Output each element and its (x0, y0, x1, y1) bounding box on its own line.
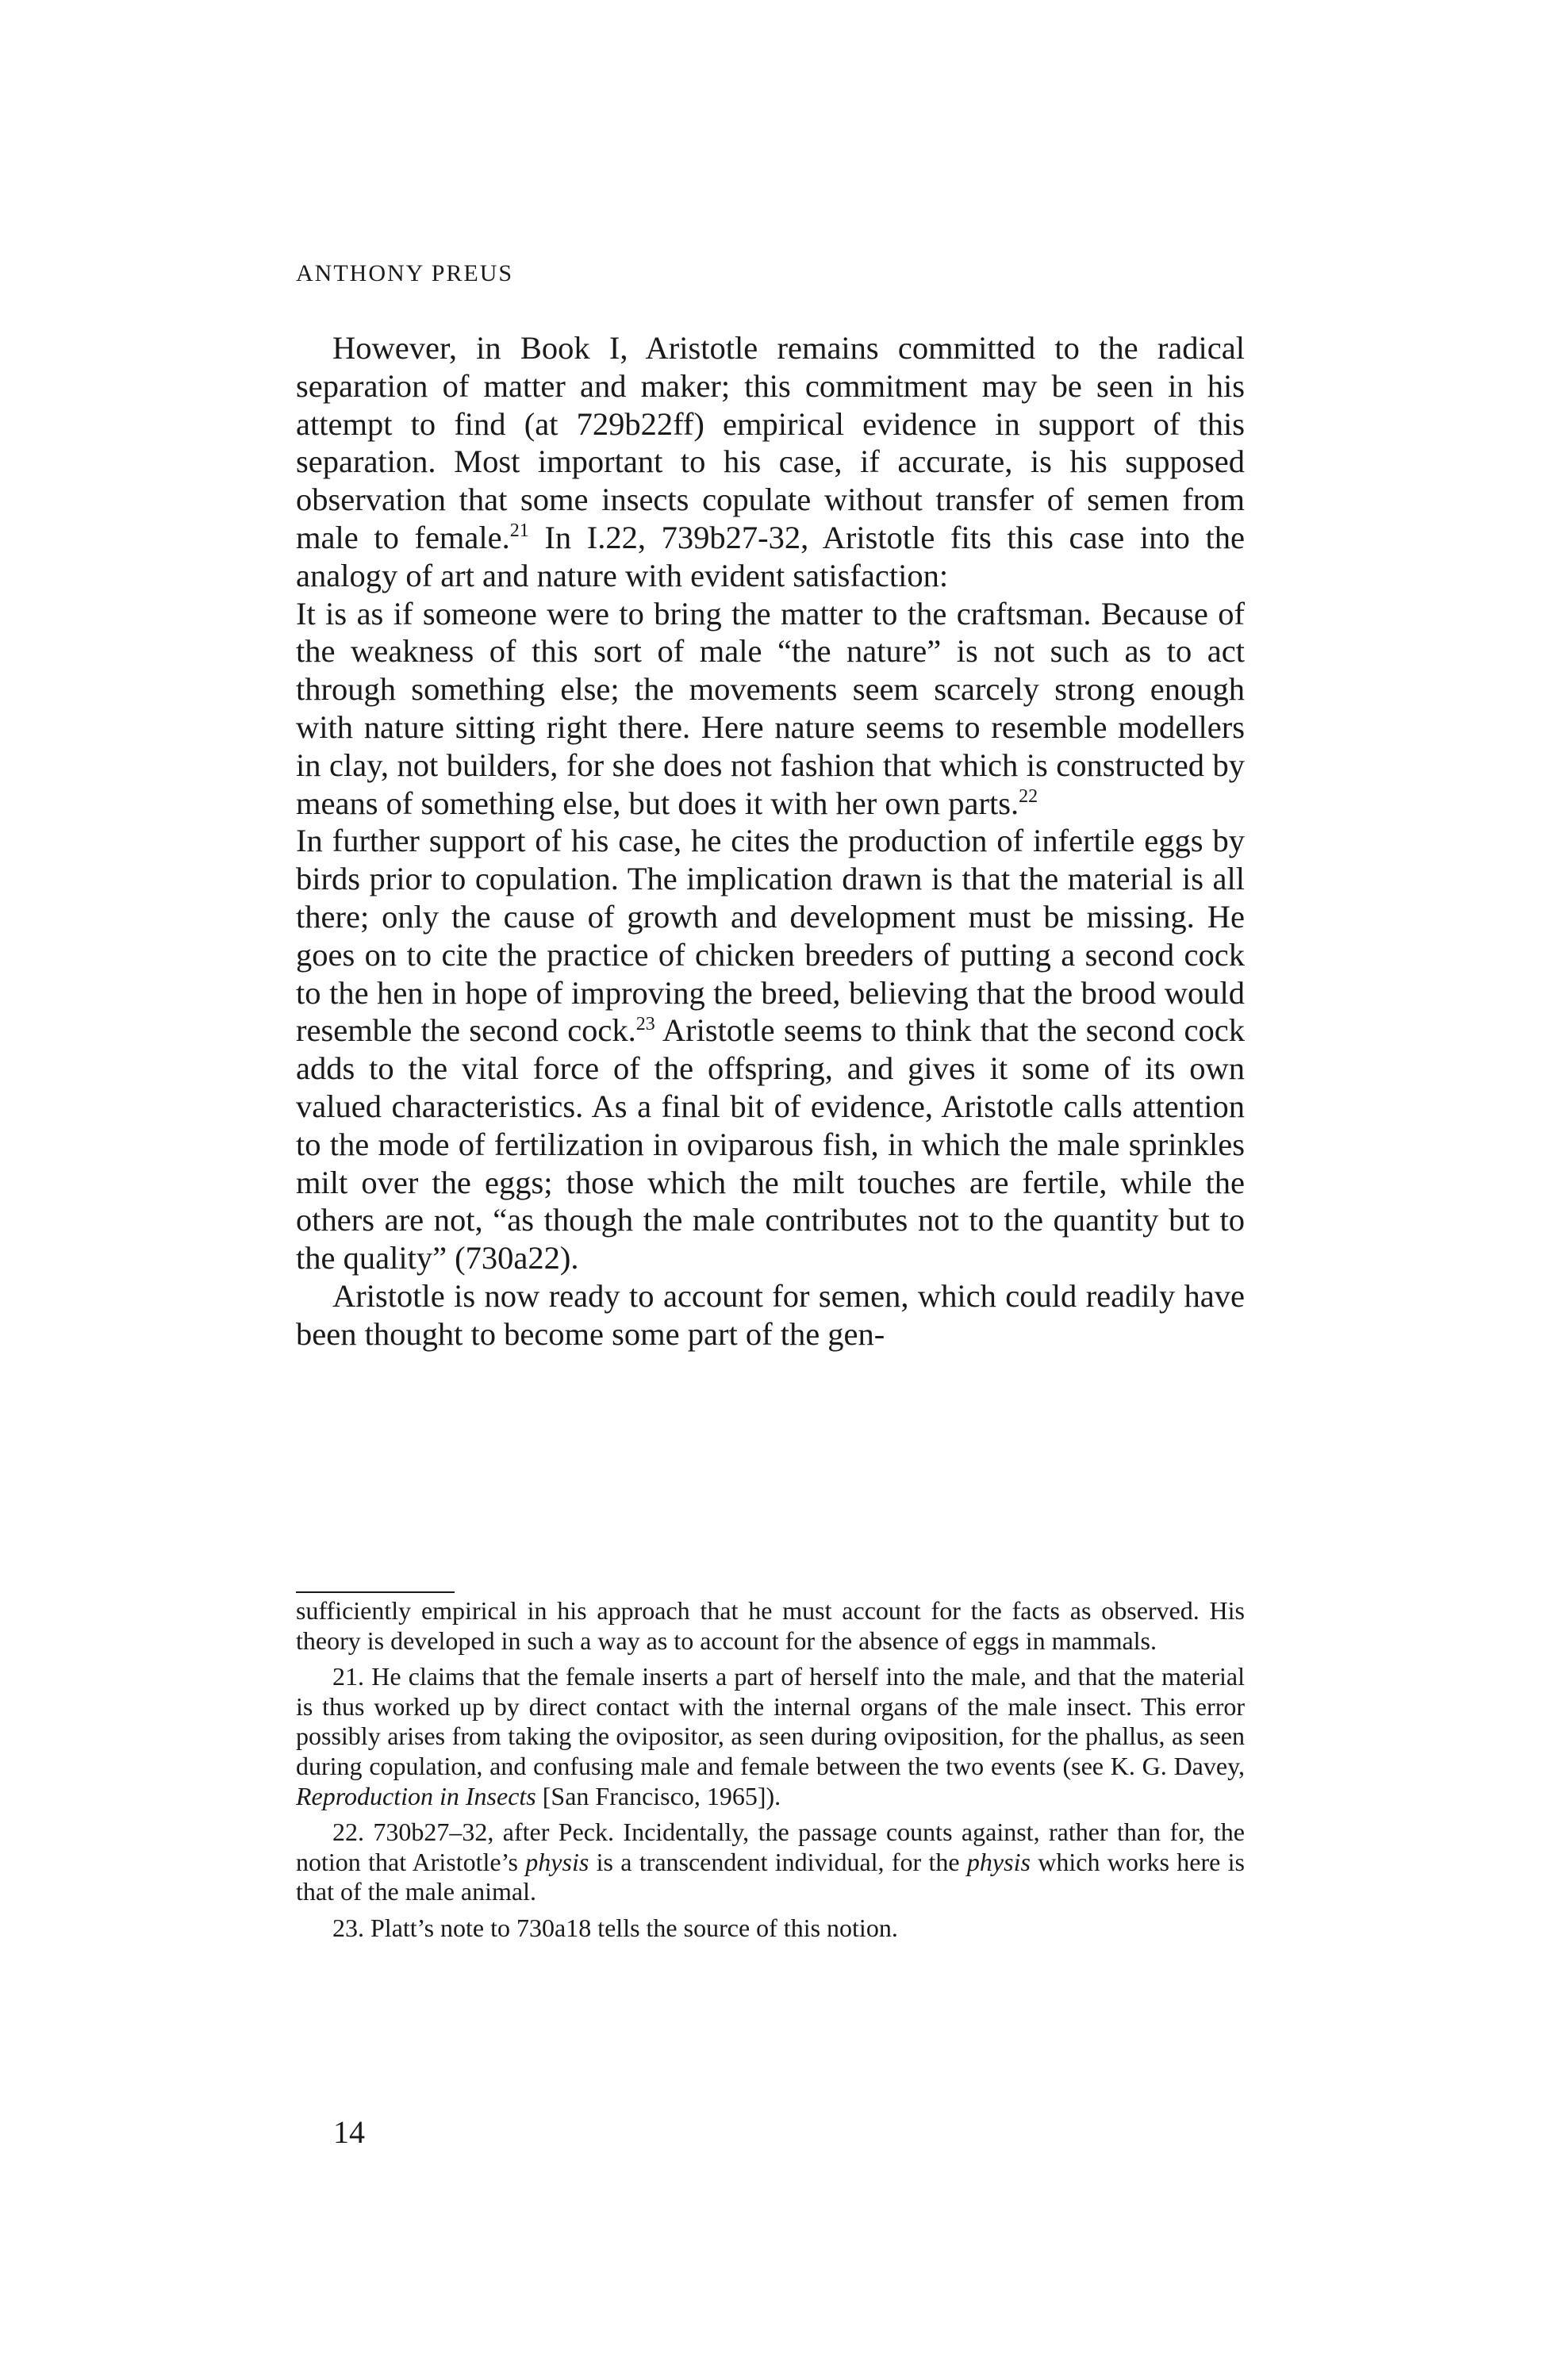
footnote-23: 23. Platt’s note to 730a18 tells the source of this notion. (332, 1913, 898, 1942)
paragraph-2-text-b: Aristotle seems to think that the second cock adds to the vital force of the offspring, and gives it some of its own valued characteristics. As a final bit of evidence, Aristotle calls attention to the mode of fertilization in oviparous fish, in which the male sprinkles milt over the eggs; those which the milt touches are fertile, while the others are not, “as though the male contributes not to the quantity but to the quality” (730a22). (296, 1012, 1245, 1276)
footnote-22-text-b: is a transcendent individual, for the (589, 1847, 967, 1876)
paragraph-2 (296, 822, 1245, 1277)
block-quote-text: It is as if someone were to bring the matter to the craftsman. Because of the weakness of this sort of male “the nature” is not such as to act through something else; the movements seem scarcely strong enough with nature sitting right there. Here nature seems to resemble modellers in clay, not builders, for she does not fashion that which is constructed by means of something else, but does it with her own parts. (296, 595, 1245, 821)
footnote-21-text-a: 21. He claims that the female inserts a part of herself into the male, and that the material is thus worked up by direct contact with the internal organs of the male insect. This error possibly arises from taking the ovipositor, as seen during oviposition, for the phallus, as seen during copulation, and confusing male and female between the two events (see K. G. Davey, (296, 1662, 1245, 1780)
page-number: 14 (333, 2114, 365, 2150)
paragraph-1-text: However, in Book I, Aristotle remains committed to the radical separation of matter and maker; this commitment may be seen in his attempt to find (at 729b22ff) empirical evidence in support of this separation. Most important to his case, if accurate, is his supposed observation that some insects copulate without transfer of semen from male to female. (296, 330, 1245, 555)
footnote-22-physis-2: physis (966, 1847, 1031, 1876)
footnotes (296, 1596, 1245, 1950)
footnote-21-title: Reproduction in Insects (296, 1781, 536, 1810)
paragraph-2-text-a: In further support of his case, he cites the production of infertile eggs by birds prior to copulation. The implication drawn is that the material is all there; only the cause of growth and development must be missing. He goes on to cite the practice of chicken breeders of putting a second cock to the hen in hope of improving the breed, believing that the brood would resemble the second cock. (296, 823, 1245, 1049)
paragraph-3: Aristotle is now ready to account for semen, which could readily have been thought to become some part of the gen- (296, 1277, 1245, 1352)
paragraph-1 (296, 329, 1245, 595)
footnote-ref-23: 23 (635, 1013, 655, 1035)
paragraph-1-tail: In I.22, 739b27-32, Aristotle fits this case into the analogy of art and nature with evident satisfaction: (296, 519, 1245, 593)
footnote-22 (296, 1818, 1245, 1907)
footnote-22-text-c: which works here is that of the male animal. (296, 1847, 1246, 1906)
main-text (296, 329, 1245, 1353)
running-head: ANTHONY PREUS (296, 260, 514, 286)
footnote-22-physis-1: physis (525, 1847, 589, 1876)
footnote-22-text-a: 22. 730b27–32, after Peck. Incidentally, the passage counts against, rather than for, the notion that Aristotle’s (296, 1818, 1245, 1876)
footnote-21-text-b: [San Francisco, 1965]). (536, 1781, 781, 1810)
block-quote (296, 595, 1245, 823)
footnote-ref-22: 22 (1019, 786, 1038, 808)
footnote-rule (296, 1591, 455, 1593)
footnote-continued: sufficiently empirical in his approach that he must account for the facts as observed. His theory is developed in such a way as to account for the absence of eggs in mammals. (296, 1596, 1245, 1655)
footnote-21 (296, 1662, 1245, 1811)
footnote-ref-21: 21 (509, 520, 529, 542)
